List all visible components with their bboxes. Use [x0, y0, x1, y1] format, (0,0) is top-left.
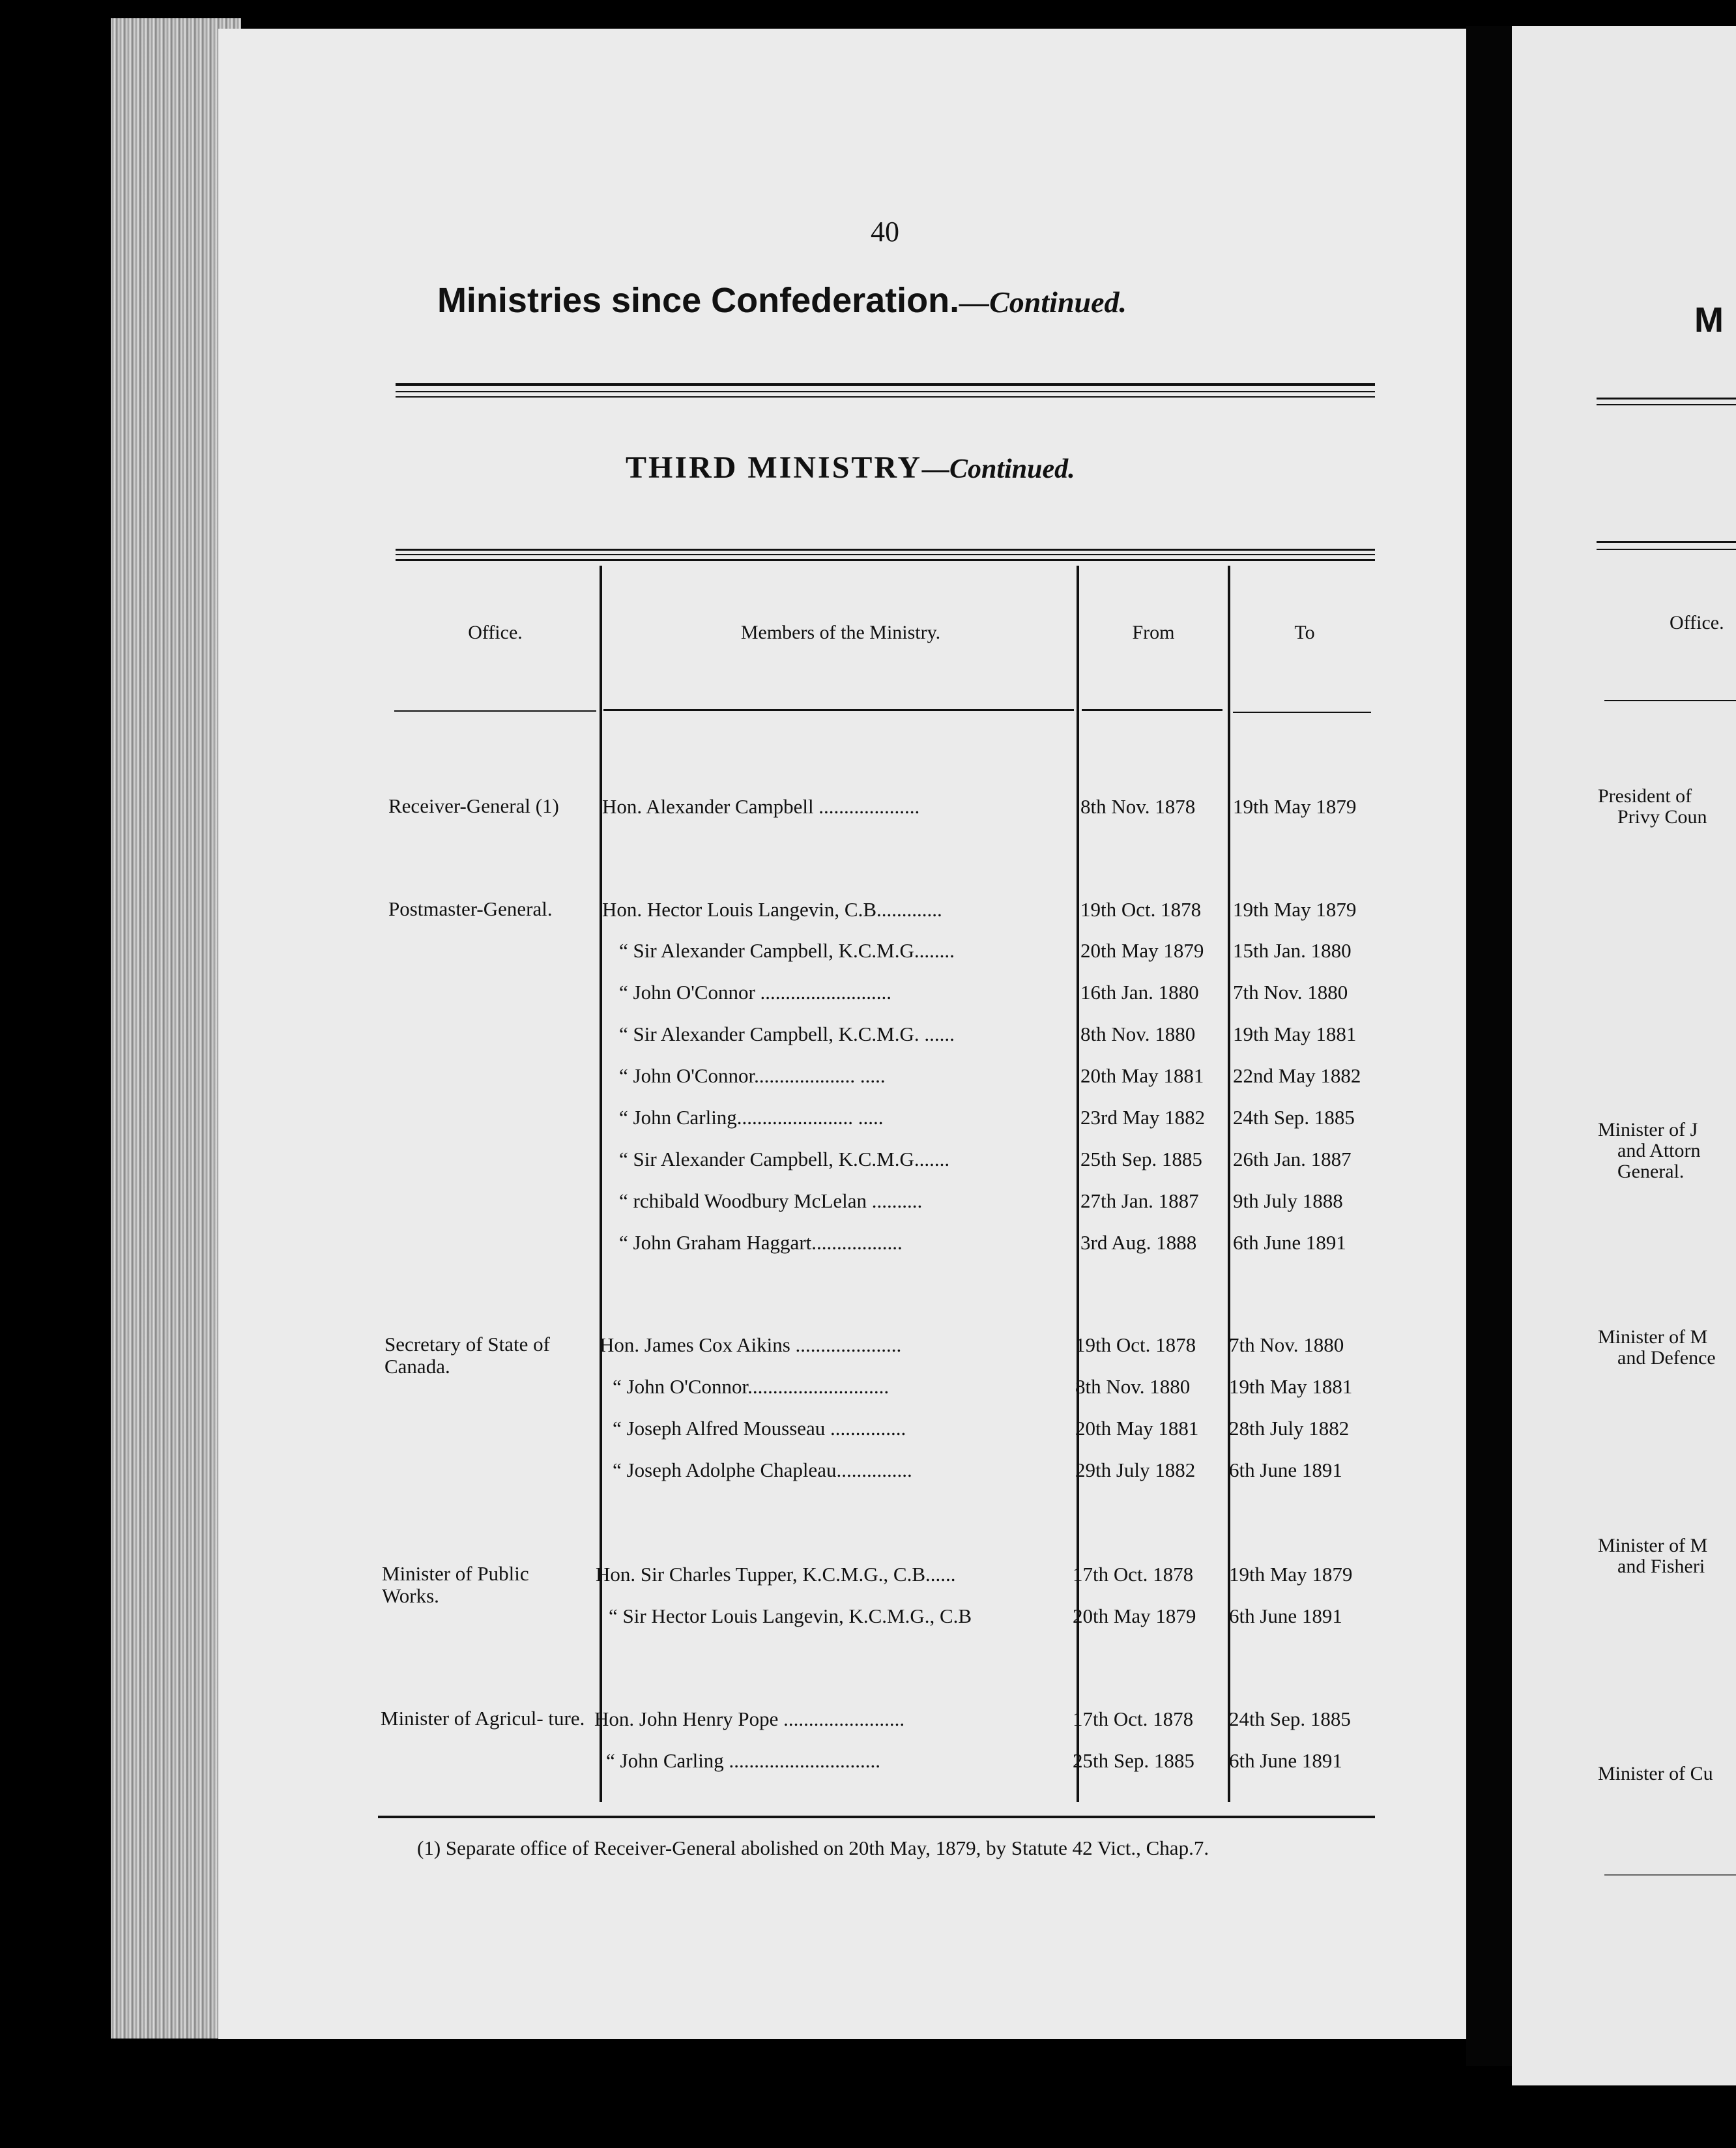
book-spine: [1466, 26, 1512, 2066]
to-cell: 24th Sep. 1885: [1233, 1106, 1355, 1129]
facing-page-rule: [1597, 404, 1736, 405]
header-to: To: [1294, 622, 1315, 643]
facing-page-office: Minister of Cu: [1598, 1763, 1713, 1784]
facing-page-title-fragment: M: [1694, 300, 1724, 340]
section-title-continued: —Continued.: [922, 454, 1075, 484]
rule: [396, 559, 1375, 561]
to-cell: 7th Nov. 1880: [1229, 1333, 1344, 1356]
from-cell: 19th Oct. 1878: [1075, 1333, 1196, 1356]
to-cell: 19th May 1881: [1233, 1023, 1357, 1045]
to-cell: 22nd May 1882: [1233, 1064, 1361, 1087]
title-continued: —Continued.: [959, 285, 1127, 319]
from-cell: 25th Sep. 1885: [1080, 1148, 1202, 1170]
to-cell: 26th Jan. 1887: [1233, 1148, 1352, 1170]
member-cell: Hon. Hector Louis Langevin, C.B.............: [602, 898, 942, 921]
to-cell: 19th May 1879: [1229, 1563, 1353, 1586]
office-cell: Minister of Public Works.: [382, 1562, 529, 1607]
from-cell: 20th May 1879: [1080, 939, 1204, 962]
member-cell: “ Sir Alexander Campbell, K.C.M.G. ......: [619, 1023, 955, 1045]
to-cell: 28th July 1882: [1229, 1417, 1350, 1440]
member-cell: “ John O'Connor............................: [613, 1375, 890, 1398]
to-cell: 19th May 1881: [1229, 1375, 1353, 1398]
member-cell: “ Sir Alexander Campbell, K.C.M.G.......: [619, 1148, 950, 1170]
to-cell: 6th June 1891: [1233, 1231, 1346, 1254]
to-cell: 19th May 1879: [1233, 795, 1357, 818]
member-cell: “ Joseph Adolphe Chapleau...............: [613, 1459, 912, 1481]
from-cell: 25th Sep. 1885: [1073, 1749, 1194, 1772]
from-cell: 17th Oct. 1878: [1073, 1563, 1194, 1586]
from-cell: 20th May 1879: [1073, 1604, 1196, 1627]
member-cell: “ John Carling ..............................: [606, 1749, 881, 1772]
facing-page-office: Minister of M: [1598, 1326, 1708, 1348]
member-cell: “ John Graham Haggart..................: [619, 1231, 903, 1254]
header-underline: [394, 710, 596, 712]
footnote-rule: [378, 1816, 1375, 1818]
member-cell: “ John Carling....................... .....: [619, 1106, 884, 1129]
rule: [396, 383, 1375, 386]
member-cell: “ Sir Alexander Campbell, K.C.M.G........: [619, 939, 955, 962]
facing-page-rule: [1604, 700, 1736, 701]
member-cell: Hon. John Henry Pope ........................: [594, 1707, 905, 1730]
to-cell: 15th Jan. 1880: [1233, 939, 1352, 962]
facing-page-rule: [1597, 549, 1736, 550]
facing-page-rule: [1597, 541, 1736, 543]
header-from: From: [1132, 622, 1175, 643]
page-title: [391, 280, 1173, 321]
column-divider: [600, 566, 602, 1802]
header-underline: [1082, 709, 1222, 711]
office-cell: Receiver-General (1): [388, 794, 559, 817]
member-cell: “ Joseph Alfred Mousseau ...............: [613, 1417, 906, 1440]
facing-page-office: and Attorn: [1617, 1140, 1701, 1161]
member-cell: Hon. Sir Charles Tupper, K.C.M.G., C.B......: [596, 1563, 956, 1586]
office-cell: Secretary of State of Canada.: [384, 1333, 550, 1378]
rule: [396, 554, 1375, 555]
facing-page-office: Privy Coun: [1617, 806, 1707, 828]
from-cell: 27th Jan. 1887: [1080, 1189, 1199, 1212]
rule: [396, 396, 1375, 398]
footnote: (1) Separate office of Receiver-General abolished on 20th May, 1879, by Statute 42 Vict., Chap.7.: [417, 1836, 1209, 1859]
member-cell: Hon. James Cox Aikins .....................: [600, 1333, 902, 1356]
rule: [396, 549, 1375, 551]
page-number: 40: [871, 216, 899, 248]
from-cell: 19th Oct. 1878: [1080, 898, 1202, 921]
header-office: Office.: [468, 622, 523, 643]
rule: [396, 391, 1375, 392]
to-cell: 24th Sep. 1885: [1229, 1707, 1351, 1730]
to-cell: 9th July 1888: [1233, 1189, 1343, 1212]
to-cell: 6th June 1891: [1229, 1604, 1342, 1627]
member-cell: “ rchibald Woodbury McLelan ..........: [619, 1189, 923, 1212]
office-cell: Postmaster-General.: [388, 897, 553, 920]
section-title: [626, 450, 1349, 486]
section-title-text: THIRD MINISTRY: [626, 450, 923, 485]
from-cell: 3rd Aug. 1888: [1080, 1231, 1197, 1254]
facing-page-office: Minister of J: [1598, 1119, 1698, 1140]
from-cell: 29th July 1882: [1075, 1459, 1196, 1481]
office-cell: Minister of Agricul- ture.: [381, 1707, 585, 1730]
facing-page-office: Minister of M: [1598, 1535, 1708, 1556]
from-cell: 8th Nov. 1880: [1075, 1375, 1191, 1398]
facing-page-header-office: Office.: [1670, 612, 1724, 633]
header-underline: [603, 709, 1074, 711]
from-cell: 23rd May 1882: [1080, 1106, 1206, 1129]
to-cell: 6th June 1891: [1229, 1459, 1342, 1481]
from-cell: 16th Jan. 1880: [1080, 981, 1199, 1004]
facing-page-office: General.: [1617, 1161, 1685, 1182]
to-cell: 19th May 1879: [1233, 898, 1357, 921]
from-cell: 8th Nov. 1878: [1080, 795, 1196, 818]
from-cell: 8th Nov. 1880: [1080, 1023, 1196, 1045]
header-members: Members of the Ministry.: [740, 622, 941, 643]
member-cell: “ John O'Connor ..........................: [619, 981, 892, 1004]
from-cell: 20th May 1881: [1075, 1417, 1199, 1440]
to-cell: 7th Nov. 1880: [1233, 981, 1348, 1004]
facing-page-office: and Fisheri: [1617, 1556, 1705, 1577]
header-underline: [1233, 712, 1371, 713]
member-cell: Hon. Alexander Campbell ....................: [602, 795, 920, 818]
facing-page-rule: [1597, 398, 1736, 399]
facing-page-rule: [1604, 1874, 1736, 1876]
from-cell: 17th Oct. 1878: [1073, 1707, 1194, 1730]
title-text: Ministries since Confederation.: [437, 281, 960, 320]
from-cell: 20th May 1881: [1080, 1064, 1204, 1087]
member-cell: “ John O'Connor.................... .....: [619, 1064, 886, 1087]
facing-page-office: President of: [1598, 785, 1692, 807]
to-cell: 6th June 1891: [1229, 1749, 1342, 1772]
member-cell: “ Sir Hector Louis Langevin, K.C.M.G., C.B: [609, 1604, 972, 1627]
facing-page-office: and Defence: [1617, 1347, 1716, 1369]
